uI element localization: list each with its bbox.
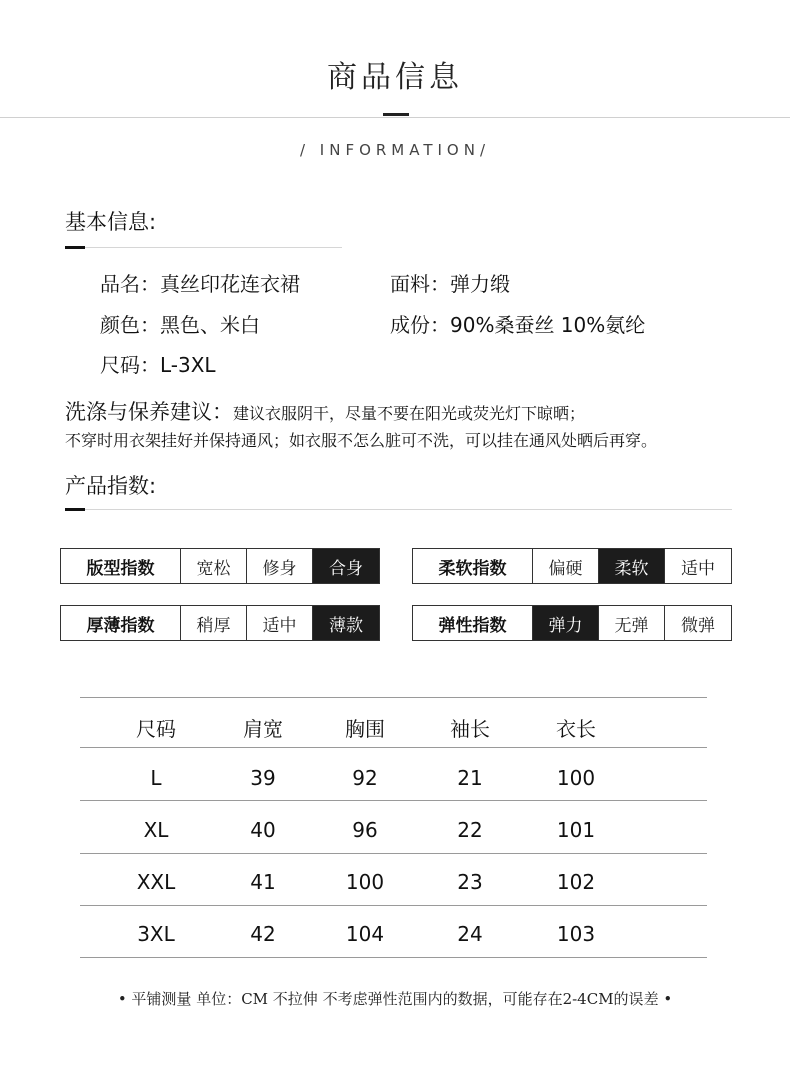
table-cell: 22 (457, 818, 483, 842)
table-cell: 23 (457, 870, 483, 894)
shoulder-header-cell: 肩宽 (243, 717, 283, 741)
bust-header-cell: 胸围 (345, 717, 385, 741)
size-table-rule (80, 905, 707, 906)
elasticity-option-slight: 微弹 (681, 615, 715, 636)
thickness-option-medium: 适中 (247, 606, 313, 640)
table-cell: 100 (345, 870, 385, 894)
size-table-rule (80, 747, 707, 748)
elasticity-index-label: 弹性指数 (413, 606, 533, 640)
table-cell: 96 (352, 818, 378, 842)
table-cell: 92 (352, 766, 378, 790)
product-composition: 成份：90%桑蚕丝 10%氨纶 (390, 313, 646, 337)
header-divider (0, 117, 790, 118)
table-cell: 100 (556, 766, 596, 790)
table-cell: 42 (250, 922, 276, 946)
elasticity-option-none: 无弹 (599, 606, 665, 640)
fit-option-loose: 宽松 (181, 549, 247, 583)
fit-index (60, 548, 380, 584)
size-table-rule-bottom (80, 957, 707, 958)
softness-option-soft: 柔软 (599, 549, 665, 583)
fit-option-slim: 修身 (247, 549, 313, 583)
softness-index (412, 548, 732, 584)
fit-index-label: 版型指数 (61, 549, 181, 583)
table-cell: 39 (250, 766, 276, 790)
product-color: 颜色：黑色、米白 (100, 313, 260, 337)
product-index-divider (65, 509, 732, 510)
measurement-note: • 平铺测量 单位：CM 不拉伸 不考虑弹性范围内的数据，可能存在2-4CM的误差 • (117, 990, 673, 1008)
page-subtitle: / INFORMATION/ (299, 141, 491, 159)
care-label: 洗涤与保养建议： (65, 400, 233, 424)
size-header-cell: 尺码 (136, 717, 176, 741)
care-advice (65, 396, 585, 426)
softness-option-medium: 适中 (681, 558, 715, 579)
size-table-rule (80, 800, 707, 801)
basic-info-accent-dash (65, 246, 85, 249)
product-fabric: 面料：弹力缎 (390, 272, 510, 296)
table-cell: 3XL (137, 922, 175, 946)
product-index-accent-dash (65, 508, 85, 511)
table-cell: L (150, 766, 162, 790)
length-header-cell: 衣长 (556, 717, 596, 741)
table-cell: 104 (345, 922, 385, 946)
table-cell: 41 (250, 870, 276, 894)
title-accent-dash (383, 113, 409, 116)
table-cell: 21 (457, 766, 483, 790)
size-table-rule-top (80, 697, 707, 698)
softness-option-stiff: 偏硬 (533, 549, 599, 583)
care-text-line1: 建议衣服阴干，尽量不要在阳光或荧光灯下晾晒； (233, 404, 586, 423)
product-size: 尺码：L-3XL (100, 353, 216, 377)
table-cell: XL (143, 818, 169, 842)
size-table-rule (80, 853, 707, 854)
page-title: 商品信息 (327, 60, 463, 95)
table-cell: XXL (136, 870, 176, 894)
thickness-option-thick: 稍厚 (181, 606, 247, 640)
product-name: 品名：真丝印花连衣裙 (100, 272, 300, 296)
table-cell: 102 (556, 870, 596, 894)
thickness-index (60, 605, 380, 641)
table-cell: 103 (556, 922, 596, 946)
product-index-heading: 产品指数: (65, 474, 157, 498)
thickness-option-thin: 薄款 (313, 606, 379, 640)
basic-info-divider (65, 247, 342, 248)
basic-info-heading: 基本信息: (65, 210, 157, 234)
table-cell: 40 (250, 818, 276, 842)
care-text-line2: 不穿时用衣架挂好并保持通风；如衣服不怎么脏可不洗，可以挂在通风处晒后再穿。 (65, 431, 658, 450)
fit-option-regular: 合身 (313, 549, 379, 583)
table-cell: 101 (556, 818, 596, 842)
thickness-index-label: 厚薄指数 (61, 606, 181, 640)
elasticity-option-stretch: 弹力 (533, 606, 599, 640)
sleeve-header-cell: 袖长 (450, 717, 490, 741)
table-cell: 24 (457, 922, 483, 946)
softness-index-label: 柔软指数 (413, 549, 533, 583)
elasticity-index (412, 605, 732, 641)
